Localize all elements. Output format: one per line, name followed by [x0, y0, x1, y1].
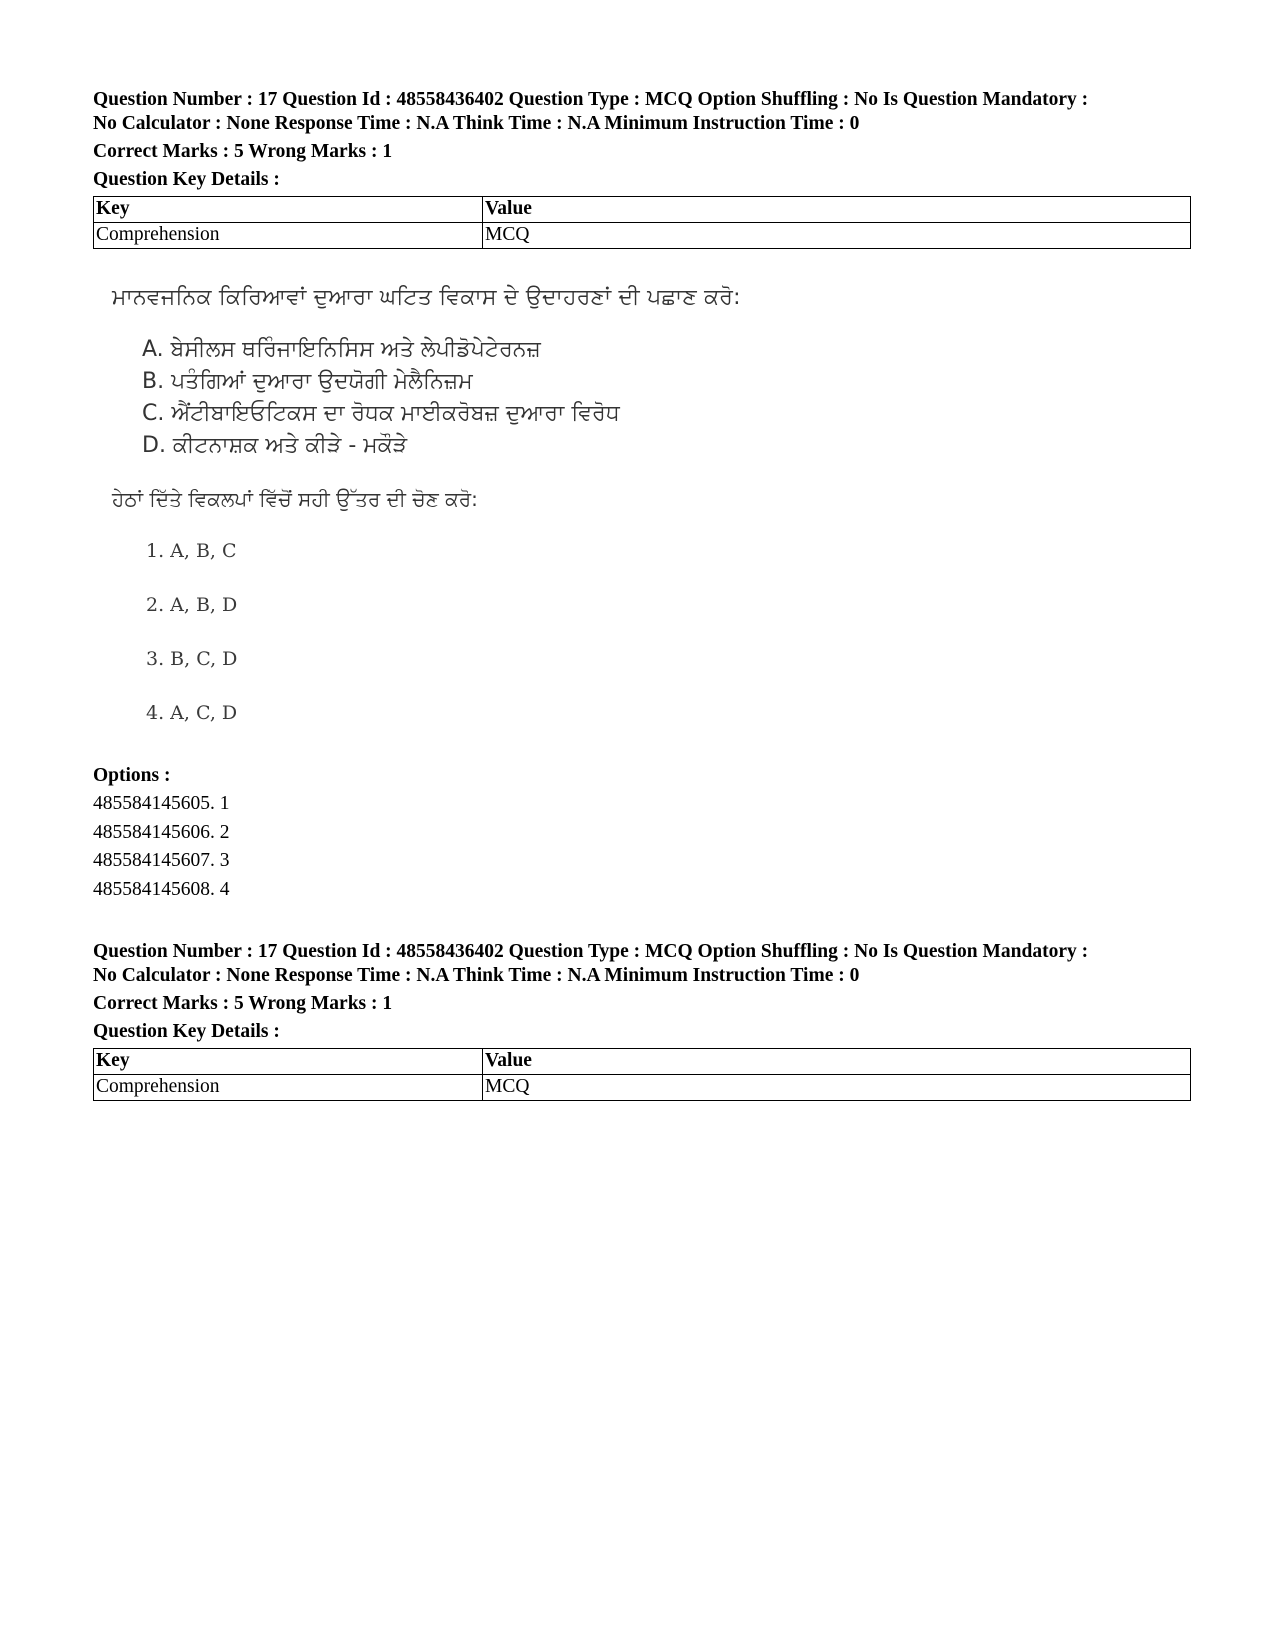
question-stem: ਮਾਨਵਜਨਿਕ ਕਿਰਿਆਵਾਂ ਦੁਆਰਾ ਘਟਿਤ ਵਿਕਾਸ ਦੇ ਉਦਾਹਰਣਾਂ ਦੀ ਪਛਾਣ ਕਰੋ:	[112, 285, 741, 310]
question-image	[112, 280, 792, 740]
key-details-table	[93, 196, 1191, 249]
option-item-1: 485584145605. 1	[93, 793, 230, 814]
table-header-key: Key	[94, 1049, 483, 1075]
choice-3: 3. B, C, D	[146, 648, 238, 670]
option-item-2: 485584145606. 2	[93, 821, 230, 843]
question-instruction: ਹੇਠਾਂ ਦਿੱਤੇ ਵਿਕਲਪਾਂ ਵਿੱਚੋਂ ਸਹੀ ਉੱਤਰ ਦੀ ਚੋਣ ਕਰੋ:	[112, 487, 478, 511]
statement-b: B. ਪਤੰਗਿਆਂ ਦੁਆਰਾ ਉਦਯੋਗੀ ਮੇਲੈਨਿਜ਼ਮ	[142, 369, 473, 394]
choice-2: 2. A, B, D	[146, 594, 238, 616]
question-meta-line-1: Question Number : 17 Question Id : 48558436402 Question Type : MCQ Option Shuffling : No Is Question Mandatory :	[93, 941, 1089, 962]
table-cell-key: Comprehension	[94, 1075, 483, 1101]
options-section	[93, 762, 230, 904]
table-header-value: Value	[483, 1049, 1191, 1075]
table-header-key: Key	[94, 197, 483, 223]
key-details-label: Question Key Details :	[93, 169, 280, 190]
choice-4: 4. A, C, D	[146, 702, 238, 724]
option-item-3: 485584145607. 3	[93, 850, 230, 871]
question-meta-line-1: Question Number : 17 Question Id : 48558436402 Question Type : MCQ Option Shuffling : No Is Question Mandatory :	[93, 89, 1089, 110]
question-meta-line-2: No Calculator : None Response Time : N.A Think Time : N.A Minimum Instruction Time : 0	[93, 965, 860, 986]
table-cell-value: MCQ	[483, 1075, 1191, 1101]
question-header-block-1	[93, 88, 1193, 249]
statement-list	[142, 334, 792, 462]
marks-line: Correct Marks : 5 Wrong Marks : 1	[93, 993, 393, 1014]
table-header-row	[94, 1049, 1191, 1075]
choice-1: 1. A, B, C	[146, 540, 237, 562]
table-header-row	[94, 197, 1191, 223]
option-item-4: 485584145608. 4	[93, 878, 230, 900]
table-header-value: Value	[483, 197, 1191, 223]
table-cell-value: MCQ	[483, 223, 1191, 249]
key-details-table	[93, 1048, 1191, 1101]
table-cell-key: Comprehension	[94, 223, 483, 249]
question-meta-line-2: No Calculator : None Response Time : N.A Think Time : N.A Minimum Instruction Time : 0	[93, 113, 860, 134]
statement-c: C. ਐਂਟੀਬਾਇਓਟਿਕਸ ਦਾ ਰੋਧਕ ਮਾਈਕਰੋਬਜ਼ ਦੁਆਰਾ ਵਿਰੋਧ	[142, 401, 620, 426]
marks-line: Correct Marks : 5 Wrong Marks : 1	[93, 141, 393, 162]
statement-a: A. ਬੇਸੀਲਸ ਥਰਿੰਜਾਇਨਿਸਿਸ ਅਤੇ ਲੇਪੀਡੋਪੇਟੇਰਨਜ਼	[142, 337, 541, 362]
options-label: Options :	[93, 765, 171, 786]
statement-d: D. ਕੀਟਨਾਸ਼ਕ ਅਤੇ ਕੀੜੇ - ਮਕੌੜੇ	[142, 433, 408, 458]
table-row	[94, 1075, 1191, 1101]
choice-list	[146, 524, 792, 740]
table-row	[94, 223, 1191, 249]
key-details-label: Question Key Details :	[93, 1021, 280, 1042]
question-header-block-2	[93, 940, 1193, 1101]
